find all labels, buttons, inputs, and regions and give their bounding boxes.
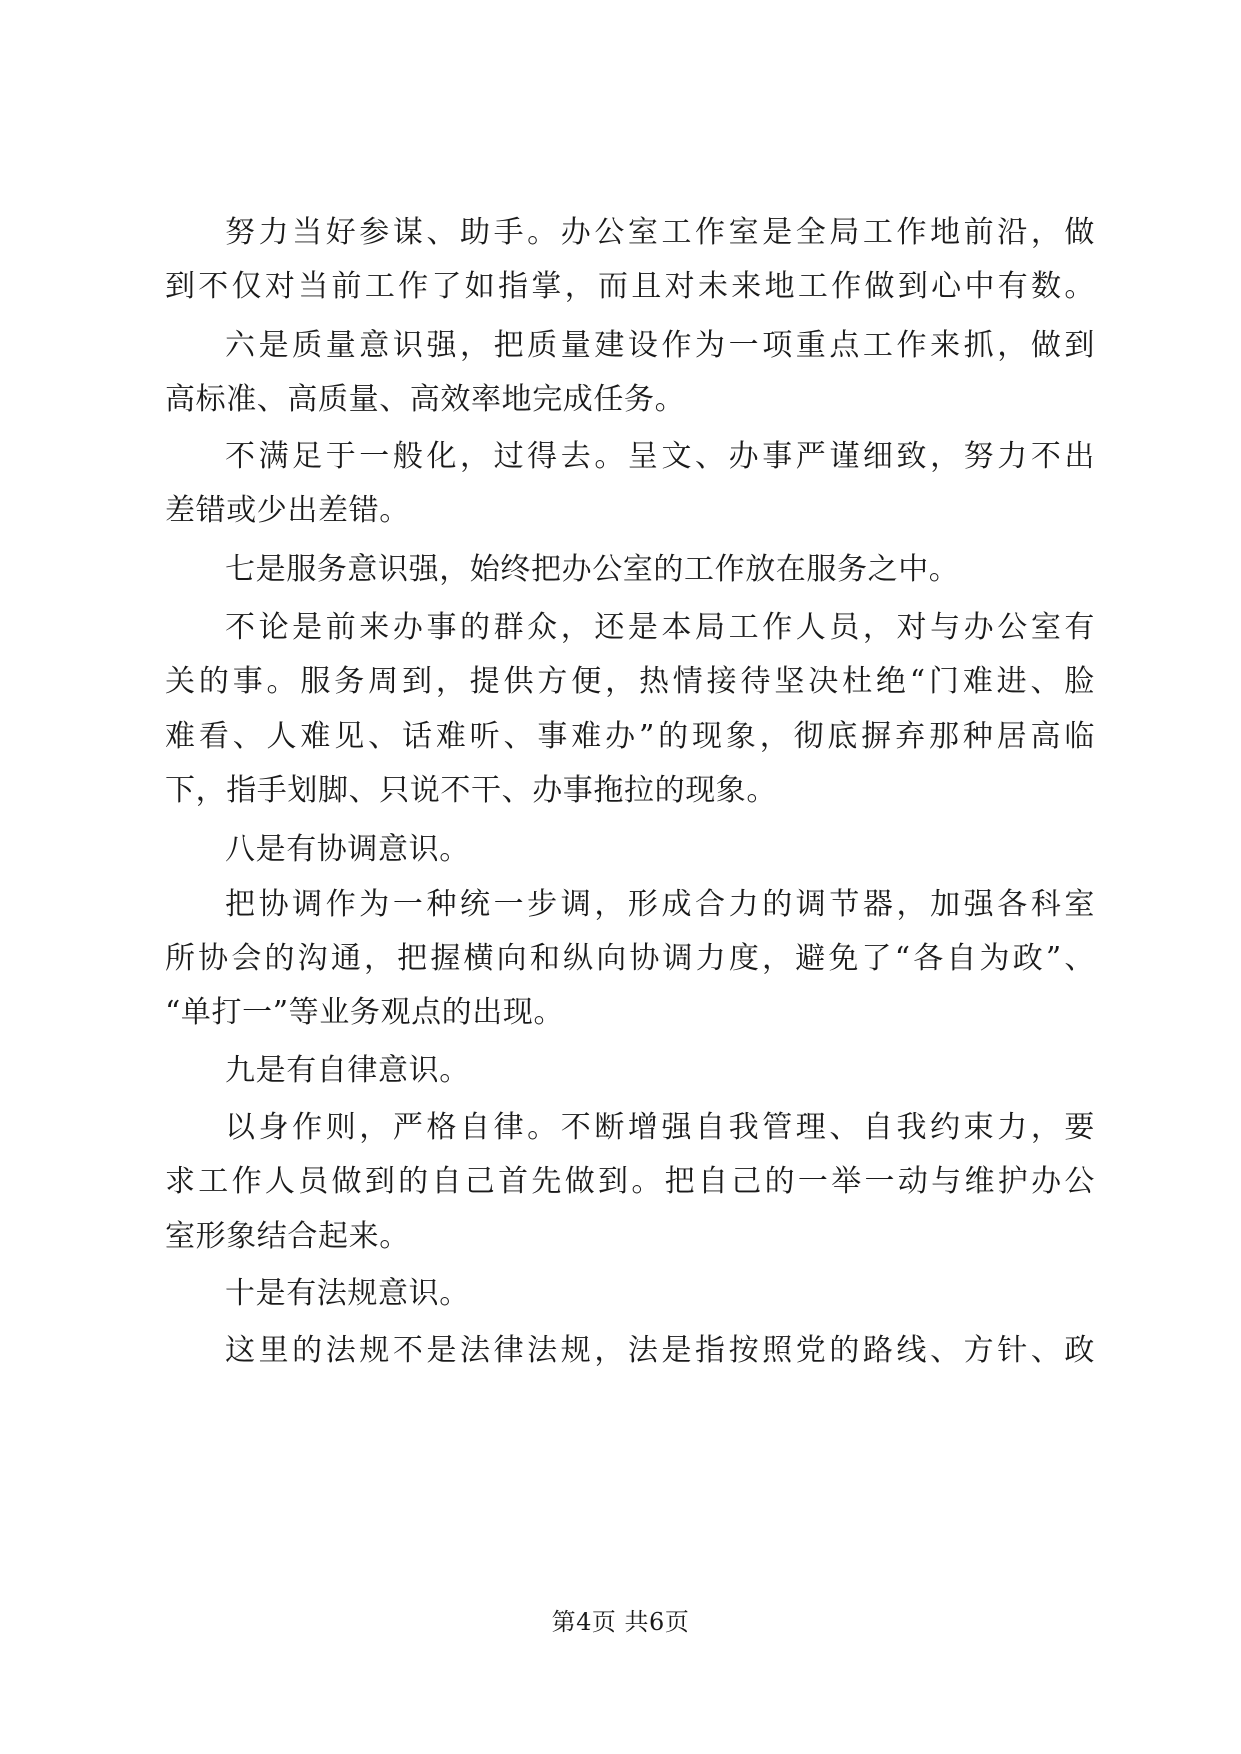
text-line: 所协会的沟通，把握横向和纵向协调力度，避免了“各自为政”、	[165, 941, 1095, 976]
text-line: 关的事。服务周到，提供方便，热情接待坚决杜绝“门难进、脸	[165, 664, 1095, 699]
text-line: 下，指手划脚、只说不干、办事拖拉的现象。	[165, 773, 777, 808]
text-line: 到不仅对当前工作了如指掌，而且对未来地工作做到心中有数。	[165, 269, 1095, 304]
text-line: 不满足于一般化，过得去。呈文、办事严谨细致，努力不出	[225, 439, 1095, 474]
text-line: 高标准、高质量、高效率地完成任务。	[165, 382, 686, 417]
text-line: 努力当好参谋、助手。办公室工作室是全局工作地前沿，做	[225, 215, 1095, 250]
text-line: 求工作人员做到的自己首先做到。把自己的一举一动与维护办公	[165, 1164, 1095, 1199]
text-line: 七是服务意识强，始终把办公室的工作放在服务之中。	[225, 552, 960, 587]
text-line: 以身作则，严格自律。不断增强自我管理、自我约束力，要	[225, 1110, 1095, 1145]
text-line: 难看、人难见、话难听、事难办”的现象，彻底摒弃那种居高临	[165, 719, 1095, 754]
text-line: 差错或少出差错。	[165, 493, 410, 528]
text-line: 九是有自律意识。	[225, 1053, 470, 1088]
text-line: 室形象结合起来。	[165, 1219, 410, 1254]
page-number-footer: 第4页 共6页	[551, 1608, 690, 1636]
text-line: “单打一”等业务观点的出现。	[165, 995, 565, 1030]
text-line: 把协调作为一种统一步调，形成合力的调节器，加强各科室	[225, 887, 1095, 922]
text-line: 八是有协调意识。	[225, 832, 470, 867]
text-line: 这里的法规不是法律法规，法是指按照党的路线、方针、政	[225, 1333, 1095, 1368]
text-line: 十是有法规意识。	[225, 1276, 470, 1311]
text-line: 不论是前来办事的群众，还是本局工作人员，对与办公室有	[225, 610, 1095, 645]
text-line: 六是质量意识强，把质量建设作为一项重点工作来抓，做到	[225, 328, 1095, 363]
